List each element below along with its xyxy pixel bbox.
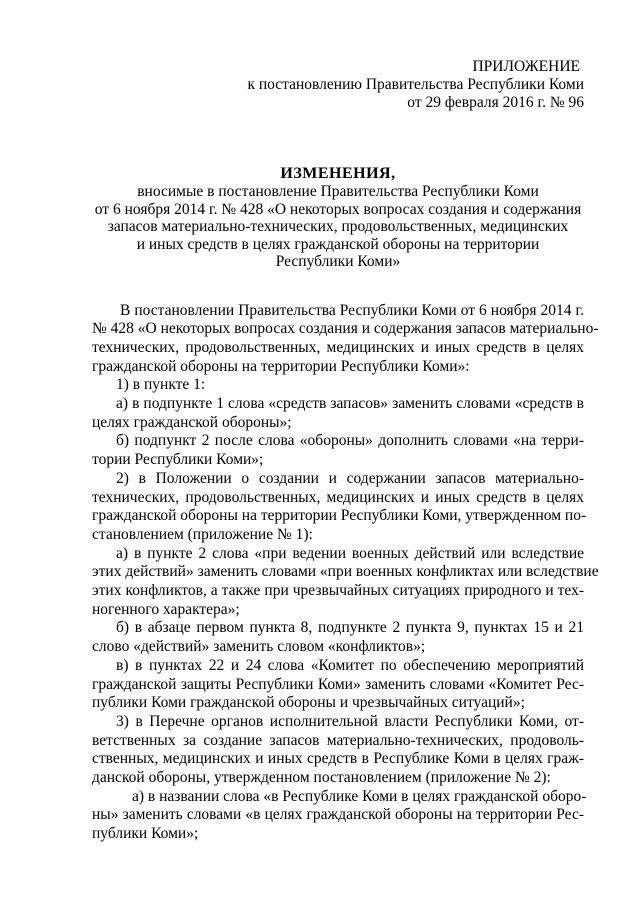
paragraph-item-1a <box>92 395 584 432</box>
subtitle-line: и иных средств в целях гражданской обороны на территории <box>136 235 540 253</box>
text-line: б) в абзаце первом пункта 8, подпункте 2 пункта 9, пунктах 15 и 21 <box>116 619 584 637</box>
subtitle-line: вносимые в постановление Правительства Республики Коми <box>137 183 539 200</box>
text-line: этих конфликтов, а также при чрезвычайных ситуациях природного и тех- <box>92 582 584 600</box>
text-line: ногенного характера»; <box>92 600 240 618</box>
text-line: тории Республики Коми»; <box>92 451 264 469</box>
appendix-header <box>92 58 584 112</box>
text-line: В постановлении Правительства Республики Коми от 6 ноября 2014 г. <box>120 301 584 319</box>
text-line: 1) в пункте 1: <box>116 376 206 394</box>
paragraph-item-2a <box>92 544 599 620</box>
text-line: в) в пунктах 22 и 24 слова «Комитет по обеспечению мероприятий <box>116 656 584 674</box>
text-line: гражданской обороны на территории Республики Коми, утвержденном по- <box>92 507 587 525</box>
subtitle-line: Республики Коми» <box>275 253 401 270</box>
paragraph-item-1b <box>92 432 584 469</box>
text-line: технических, продовольственных, медицинских и иных средств в целях <box>92 338 584 356</box>
text-line: этих действий» заменить словами «при военных конфликтах или вследствие <box>92 563 599 581</box>
document-body <box>92 301 599 844</box>
text-line: публики Коми»; <box>92 825 199 843</box>
appendix-date: от 29 февраля 2016 г. № 96 <box>407 94 584 111</box>
text-line: становлением (приложение № 1): <box>92 525 313 543</box>
text-line: 3) в Перечне органов исполнительной власти Республики Коми, от- <box>116 712 584 730</box>
text-line: гражданской защиты Республики Коми» заменить словами «Комитет Рес- <box>92 675 584 693</box>
paragraph-item-2b <box>92 619 584 656</box>
text-line: ственных, медицинских и иных средств в Республике Коми в целях граж- <box>92 750 584 768</box>
paragraph-item-2c <box>92 657 584 713</box>
subtitle-line: запасов материально-технических, продовольственных, медицинских <box>107 218 569 235</box>
paragraph-item-3a <box>92 787 587 844</box>
text-line: а) в названии слова «в Республике Коми в целях гражданской оборо- <box>132 787 587 805</box>
text-line: данской обороны, утвержденном постановлением (приложение № 2): <box>92 769 551 787</box>
paragraph-intro <box>92 301 599 377</box>
text-line: ветственных за создание запасов материально-технических, продоволь- <box>92 731 584 749</box>
text-line: а) в подпункте 1 слова «средств запасов» заменить словами «средств в <box>116 395 584 413</box>
text-line: а) в пункте 2 слова «при ведении военных действий или вследствие <box>116 544 584 562</box>
text-line: ны» заменить словами «в целях гражданской обороны на территории Рес- <box>92 806 584 824</box>
text-line: целях гражданской обороны»; <box>92 413 292 431</box>
text-line: публики Коми гражданской обороны и чрезвычайных ситуаций»; <box>92 694 525 712</box>
text-line: № 428 «О некоторых вопросах создания и содержания запасов материально- <box>92 320 599 338</box>
text-line: 2) в Положении о создании и содержании запасов материально- <box>116 469 584 487</box>
appendix-label: ПРИЛОЖЕНИЕ <box>472 58 580 75</box>
paragraph-item-2 <box>92 469 587 545</box>
document-title: ИЗМЕНЕНИЯ, <box>280 165 396 182</box>
document-subtitle <box>92 183 584 271</box>
text-line: технических, продовольственных, медицинских и иных средств в целях <box>92 488 584 506</box>
subtitle-line: от 6 ноября 2014 г. № 428 «О некоторых вопросах создания и содержания <box>94 200 582 218</box>
appendix-resolution: к постановлению Правительства Республики Коми <box>247 76 584 93</box>
text-line: слово «действий» заменить словом «конфликтов»; <box>92 638 426 656</box>
text-line: б) подпункт 2 после слова «обороны» дополнить словами «на терри- <box>116 432 584 450</box>
paragraph-item-1 <box>92 376 584 395</box>
text-line: гражданской обороны на территории Республики Коми»: <box>92 357 470 375</box>
paragraph-item-3 <box>92 713 584 788</box>
